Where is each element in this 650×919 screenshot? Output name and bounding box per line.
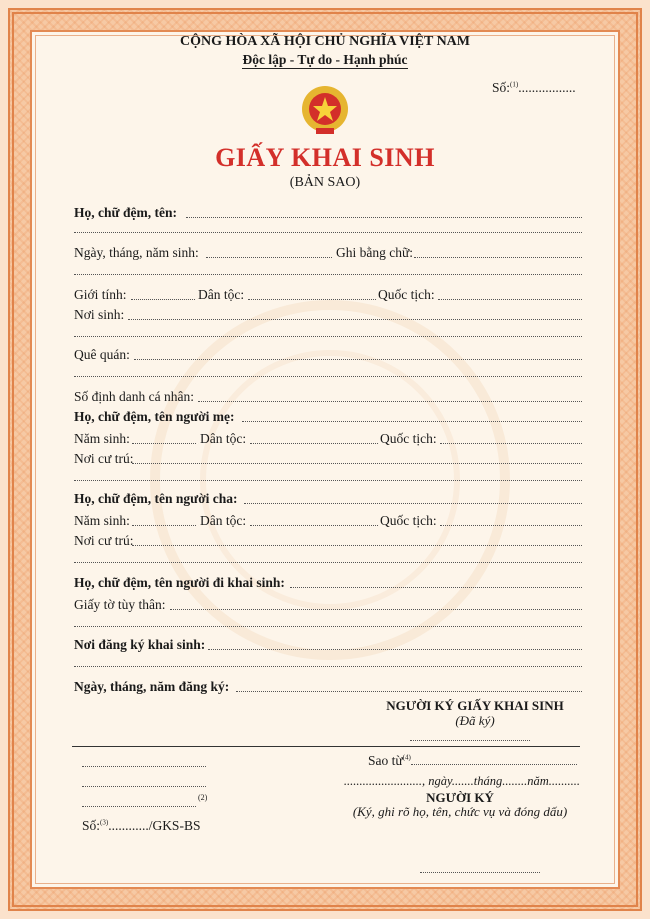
registration-place-field: Nơi đăng ký khai sinh: [74,636,582,654]
country-name: CỘNG HÒA XÃ HỘI CHỦ NGHĨA VIỆT NAM [179,34,470,49]
national-motto: Độc lập - Tự do - Hạnh phúc [242,52,408,67]
father-name-field: Họ, chữ đệm, tên người cha: [74,490,582,508]
id-papers-field: Giấy tờ tùy thân: [74,596,582,614]
copy-line-3 [82,806,196,807]
national-emblem-icon [300,84,350,136]
copy-from: Sao từ$^{(4)}$ [368,753,577,769]
registration-date-field: Ngày, tháng, năm đăng ký: [74,678,582,696]
document-subtitle: (BẢN SAO) [289,175,361,190]
copy-line-2 [82,786,206,787]
sex-ethnicity-nationality: Giới tính: Dân tộc: Quốc tịch: [74,286,582,304]
signatory-title: NGƯỜI KÝ GIẤY KHAI SINH [386,698,564,713]
birthplace-field: Nơi sinh: [74,306,582,324]
mother-details: Năm sinh: Dân tộc: Quốc tịch: [74,430,582,448]
id-papers-line-2 [74,608,582,627]
dob-line-2 [74,256,582,275]
full-name-line-2 [74,214,582,233]
id-number-field: Số định danh cá nhân: [74,388,582,406]
mother-name-field: Họ, chữ đệm, tên người mẹ: [74,408,582,426]
copy-ref-sup: (2) [198,793,208,802]
copy-signer-note: (Ký, ghi rõ họ, tên, chức vụ và đóng dấu) [352,804,568,819]
birthplace-line-2 [74,318,582,337]
section-divider [72,746,580,747]
dob-field: Ngày, tháng, năm sinh: Ghi bằng chữ: [74,244,582,262]
copy-line-1 [82,766,206,767]
document-number: Số:$^{(1)}$................. [492,80,576,95]
declarant-name-field: Họ, chữ đệm, tên người đi khai sinh: [74,574,582,592]
document-title: GIẤY KHAI SINH [215,143,435,172]
father-details: Năm sinh: Dân tộc: Quốc tịch: [74,512,582,530]
full-name-field: Họ, chữ đệm, tên: [74,204,582,222]
father-residence-line-2 [74,544,582,563]
signatory-name-line [410,740,530,741]
father-residence-field: Nơi cư trú: [74,532,582,550]
copy-signer-title: NGƯỜI KÝ [426,790,494,805]
hometown-line-2 [74,358,582,377]
signatory-signed: (Đã ký) [455,713,495,728]
hometown-field: Quê quán: [74,346,582,364]
mother-residence-field: Nơi cư trú: [74,450,582,468]
registration-place-line-2 [74,648,582,667]
mother-residence-line-2 [74,462,582,481]
copy-date-line: ........................., ngày.......tháng........năm.......... [343,774,580,788]
copy-number: Số:$^{(3)}$............/GKS-BS [82,818,201,833]
copy-signer-name-line [420,872,540,873]
